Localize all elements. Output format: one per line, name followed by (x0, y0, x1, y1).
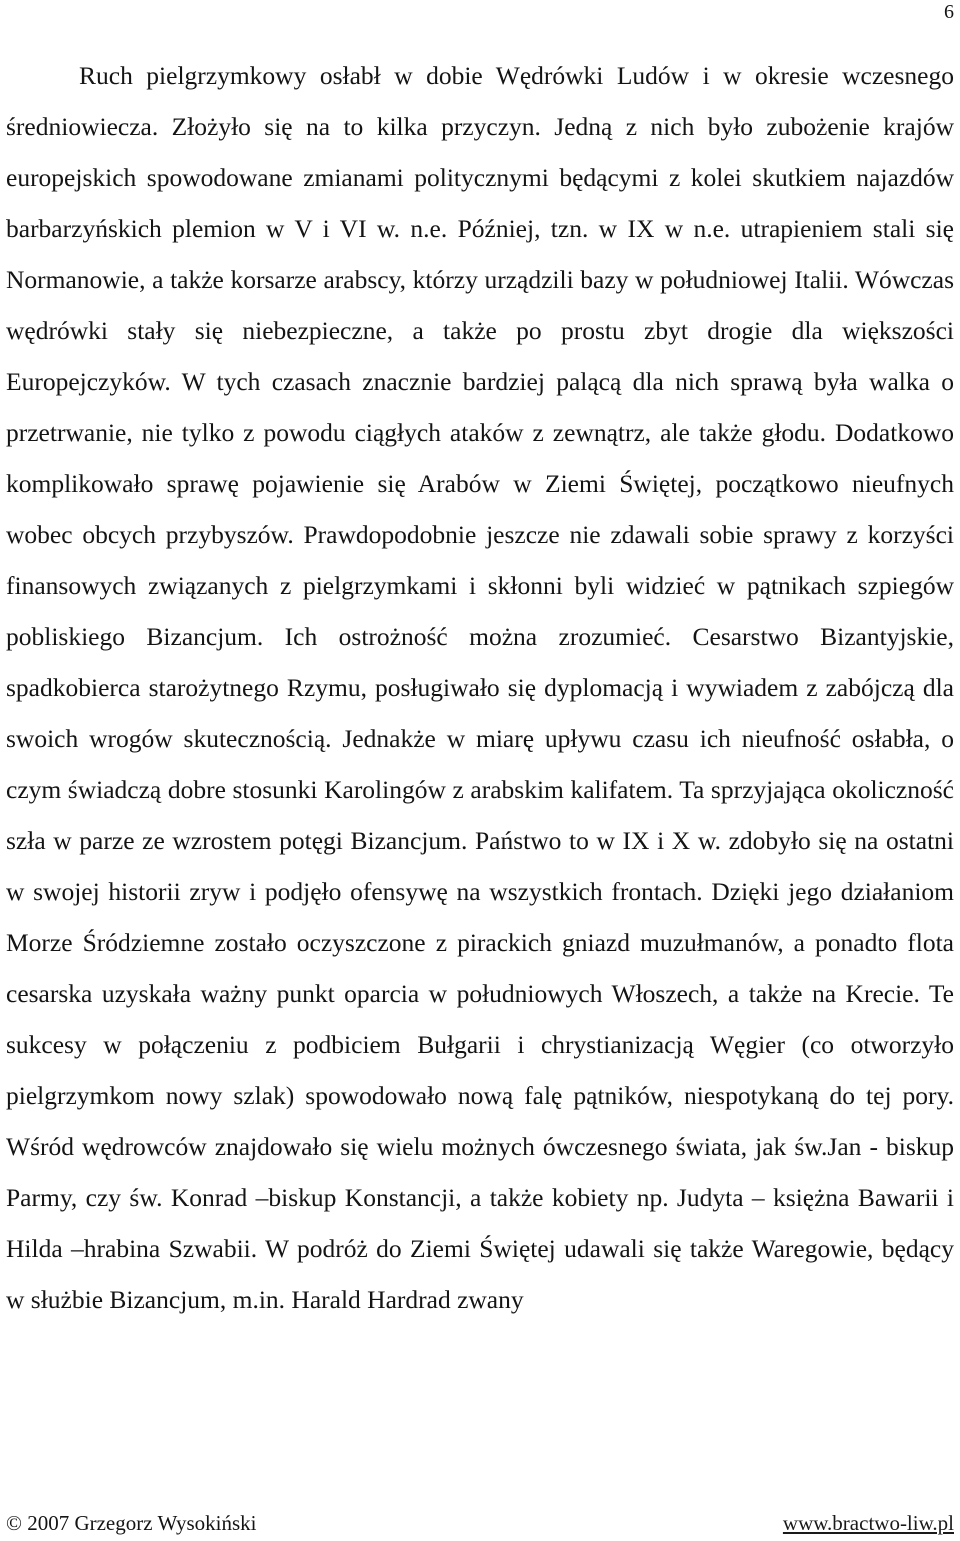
page-number: 6 (944, 1, 954, 23)
body-paragraph: Ruch pielgrzymkowy osłabł w dobie Wędrówki Ludów i w okresie wczesnego średniowiecza. Złożyło się na to kilka przyczyn. Jedną z nich było zubożenie krajów europejskich spowodowane zmianami politycznymi będącymi z kolei skutkiem najazdów barbarzyńskich plemion w V i VI w. n.e. Później, tzn. w IX w n.e. utrapieniem stali się Normanowie, a także korsarze arabscy, którzy urządzili bazy w południowej Italii. Wówczas wędrówki stały się niebezpieczne, a także po prostu zbyt drogie dla większości Europejczyków. W tych czasach znacznie bardziej palącą dla nich sprawą była walka o przetrwanie, nie tylko z powodu ciągłych ataków z zewnątrz, ale także głodu. Dodatkowo komplikowało sprawę pojawienie się Arabów w Ziemi Świętej, początkowo nieufnych wobec obcych przybyszów. Prawdopodobnie jeszcze nie zdawali sobie sprawy z korzyści finansowych związanych z pielgrzymkami i skłonni byli widzieć w pątnikach szpiegów pobliskiego Bizancjum. Ich ostrożność można zrozumieć. Cesarstwo Bizantyjskie, spadkobierca starożytnego Rzymu, posługiwało się dyplomacją i wywiadem z zabójczą dla swoich wrogów skutecznością. Jednakże w miarę upływu czasu ich nieufność osłabła, o czym świadczą dobre stosunki Karolingów z arabskim kalifatem. Ta sprzyjająca okoliczność szła w parze ze wzrostem potęgi Bizancjum. Państwo to w IX i X w. zdobyło się na ostatni w swojej historii zryw i podjęło ofensywę na wszystkich frontach. Dzięki jego działaniom Morze Śródziemne zostało oczyszczone z pirackich gniazd muzułmanów, a ponadto flota cesarska uzyskała ważny punkt oparcia w południowych Włoszech, a także na Krecie. Te sukcesy w połączeniu z podbiciem Bułgarii i chrystianizacją Węgier (co otworzyło pielgrzymkom nowy szlak) spowodowało nową falę pątników, niespotykaną do tej pory. Wśród wędrowców znajdowało się wielu możnych ówczesnego świata, jak św.Jan - biskup Parmy, czy św. Konrad –biskup Konstancji, a także kobiety np. Judyta – księżna Bawarii i Hilda –hrabina Szwabii. W podróż do Ziemi Świętej udawali się także Waregowie, będący w służbie Bizancjum, m.in. Harald Hardrad zwany (6, 61, 954, 1314)
footer-copyright: © 2007 Grzegorz Wysokiński (6, 1511, 257, 1535)
footer-website-link[interactable]: www.bractwo-liw.pl (782, 1511, 954, 1535)
page-footer (6, 1508, 954, 1538)
